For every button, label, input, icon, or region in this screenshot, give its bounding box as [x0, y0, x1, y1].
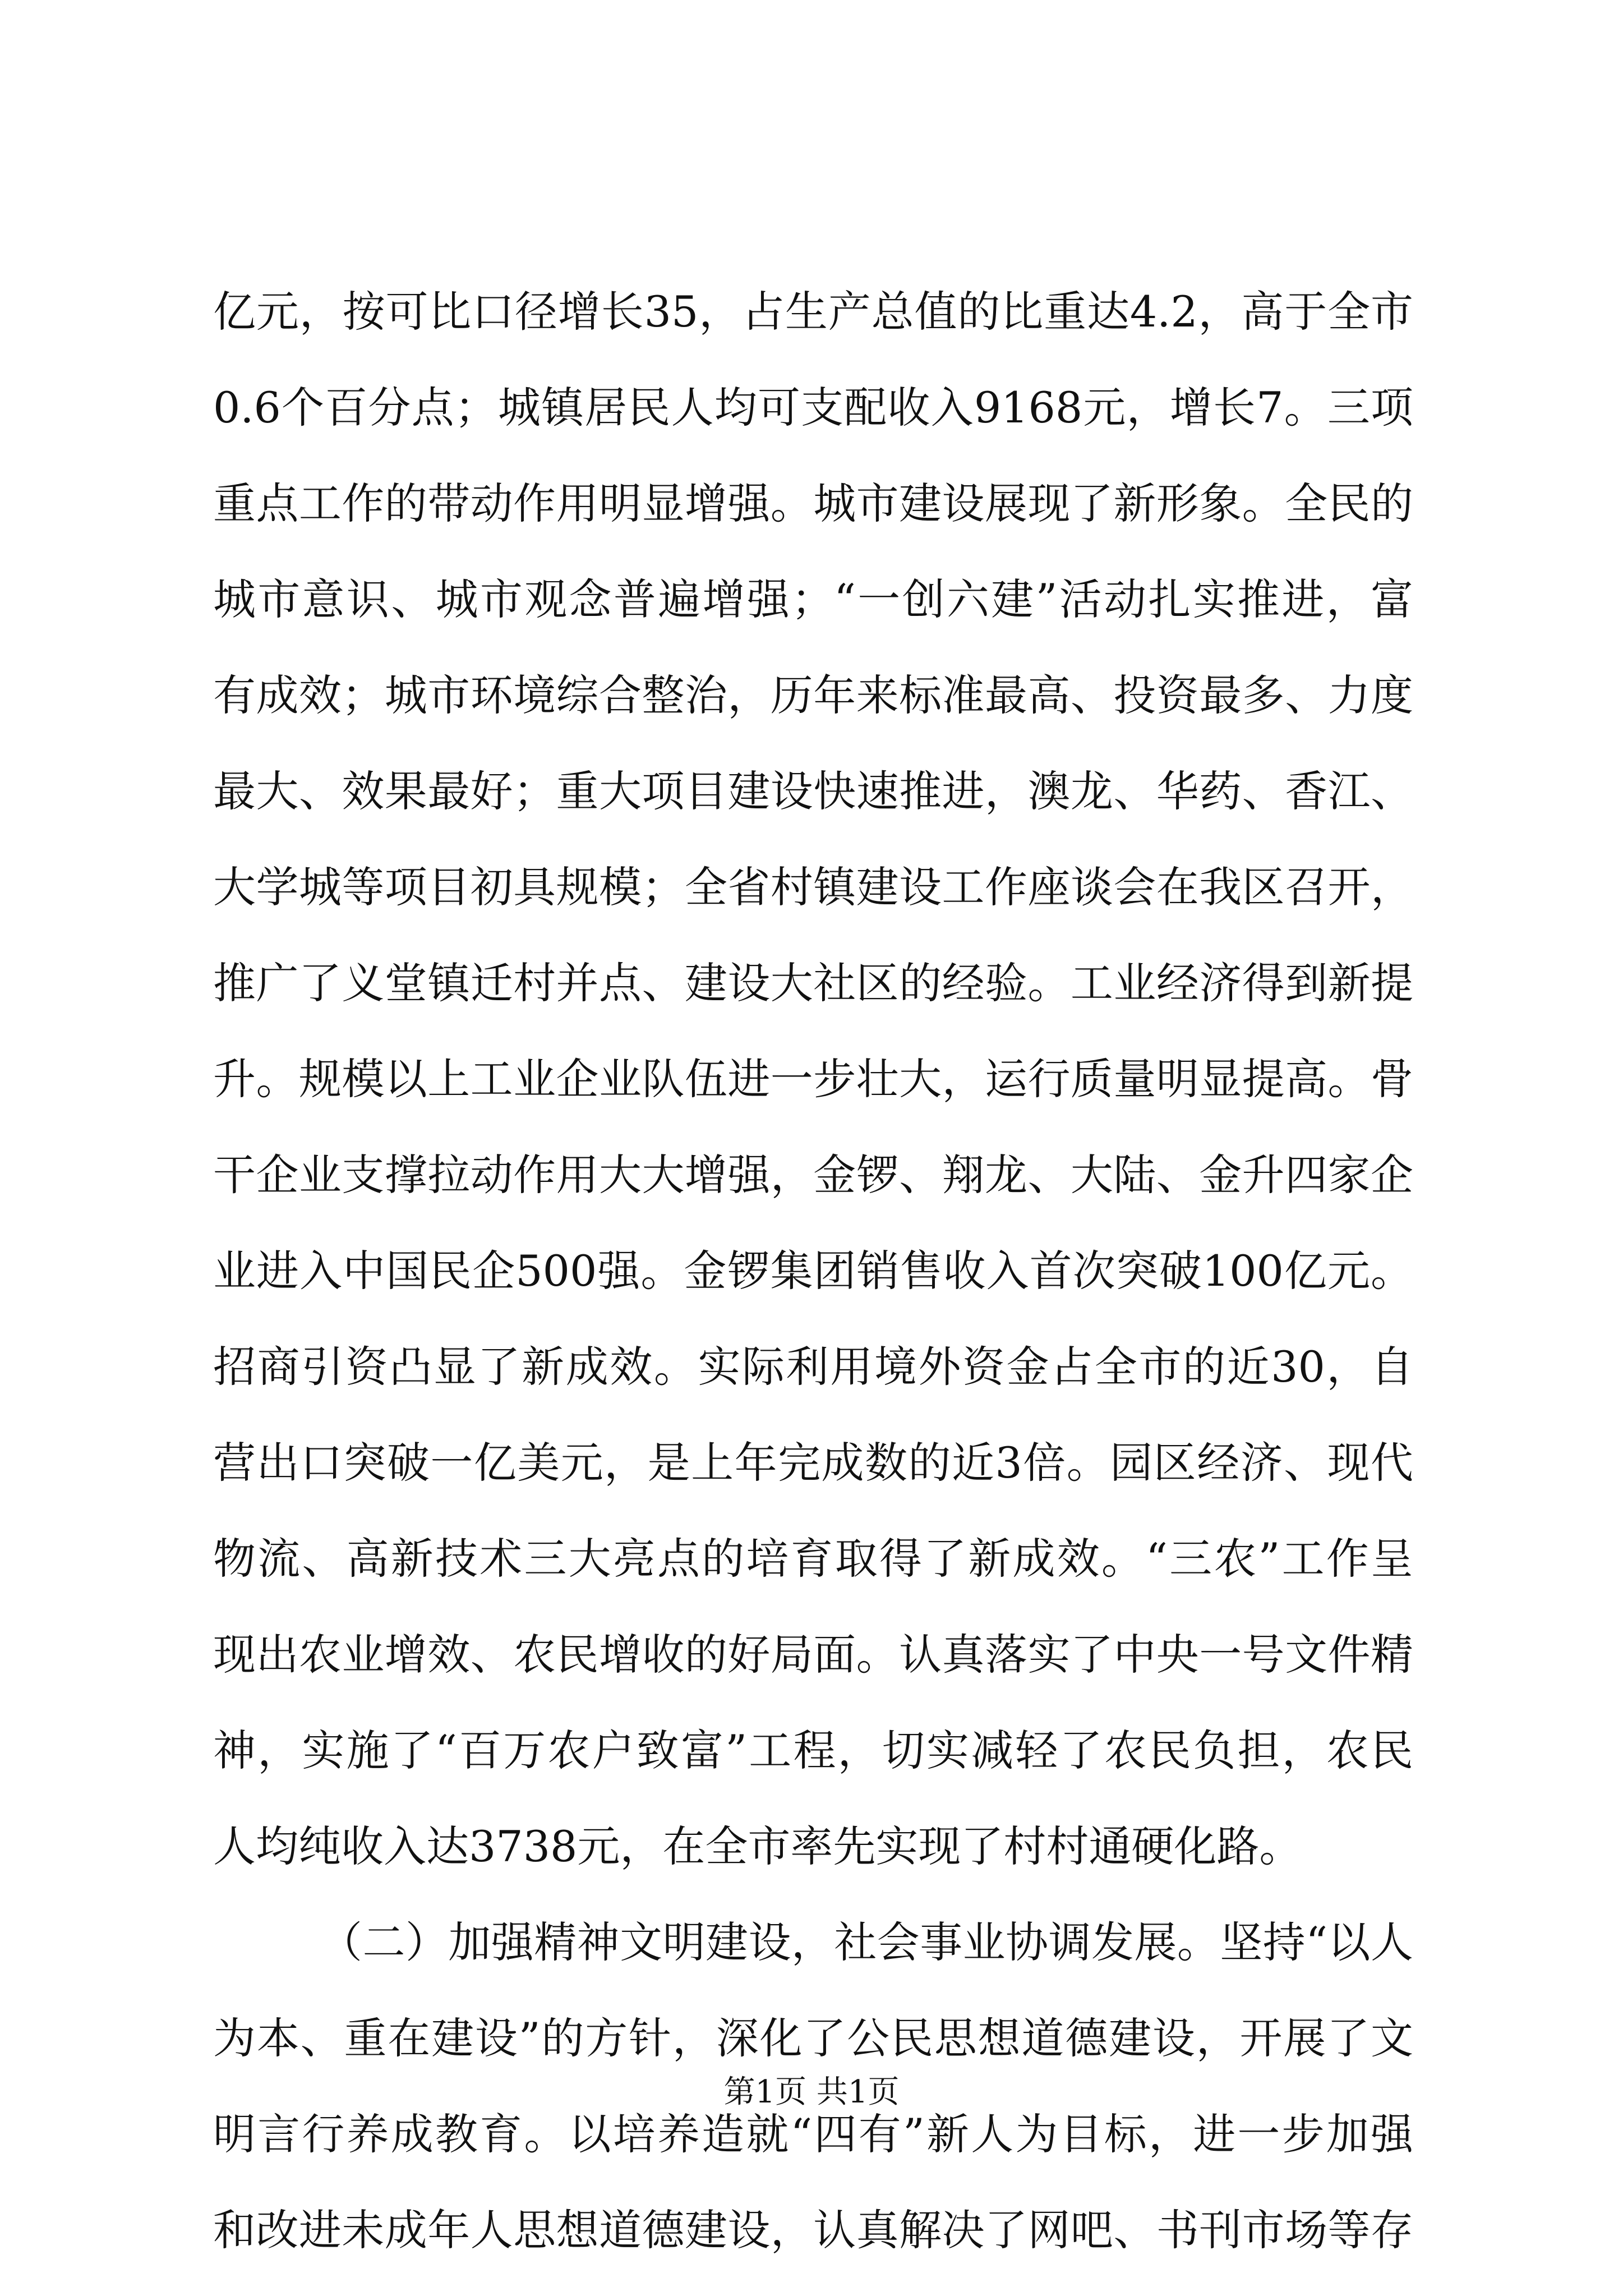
page-footer	[0, 2070, 1623, 2115]
text-line: 城市意识、城市观念普遍增强；“一创六建”活动扎实推进，富	[213, 574, 1413, 624]
text-line: 营出口突破一亿美元，是上年完成数的近3倍。园区经济、现代	[213, 1438, 1413, 1488]
text-line: 有成效；城市环境综合整治，历年来标准最高、投资最多、力度	[213, 670, 1413, 720]
text-line: 明言行养成教育。以培养造就“四有”新人为目标，进一步加强	[213, 2109, 1413, 2159]
text-line: 业进入中国民企500强。金锣集团销售收入首次突破100亿元。	[213, 1246, 1413, 1296]
body-text	[213, 264, 1413, 2278]
page-number: 第1页 共1页	[723, 2074, 900, 2110]
text-line: 0.6个百分点；城镇居民人均可支配收入9168元，增长7。三项	[213, 383, 1413, 432]
text-line: 干企业支撑拉动作用大大增强，金锣、翔龙、大陆、金升四家企	[213, 1150, 1413, 1200]
text-line: 最大、效果最好；重大项目建设快速推进，澳龙、华药、香江、	[213, 766, 1413, 816]
section-heading-line: （二）加强精神文明建设，社会事业协调发展。坚持“以人	[320, 1917, 1413, 1967]
text-line: 升。规模以上工业企业队伍进一步壮大，运行质量明显提高。骨	[213, 1054, 1413, 1104]
text-line: 大学城等项目初具规模；全省村镇建设工作座谈会在我区召开，	[213, 862, 1413, 912]
text-line: 推广了义堂镇迁村并点、建设大社区的经验。工业经济得到新提	[213, 958, 1413, 1008]
text-line: 和改进未成年人思想道德建设，认真解决了网吧、书刊市场等存	[213, 2205, 1413, 2255]
text-line: 招商引资凸显了新成效。实际利用境外资金占全市的近30，自	[213, 1342, 1413, 1392]
text-line: 亿元，按可比口径增长35，占生产总值的比重达4.2，高于全市	[213, 287, 1413, 337]
text-line: 物流、高新技术三大亮点的培育取得了新成效。“三农”工作呈	[213, 1534, 1413, 1584]
text-line: 重点工作的带动作用明显增强。城市建设展现了新形象。全民的	[213, 478, 1413, 528]
paragraph-end-line: 人均纯收入达3738元，在全市率先实现了村村通硬化路。	[213, 1821, 1302, 1871]
text-line: 现出农业增效、农民增收的好局面。认真落实了中央一号文件精	[213, 1630, 1413, 1680]
text-line: 神，实施了“百万农户致富”工程，切实减轻了农民负担，农民	[213, 1726, 1413, 1775]
text-line: 为本、重在建设”的方针，深化了公民思想道德建设，开展了文	[213, 2013, 1413, 2063]
